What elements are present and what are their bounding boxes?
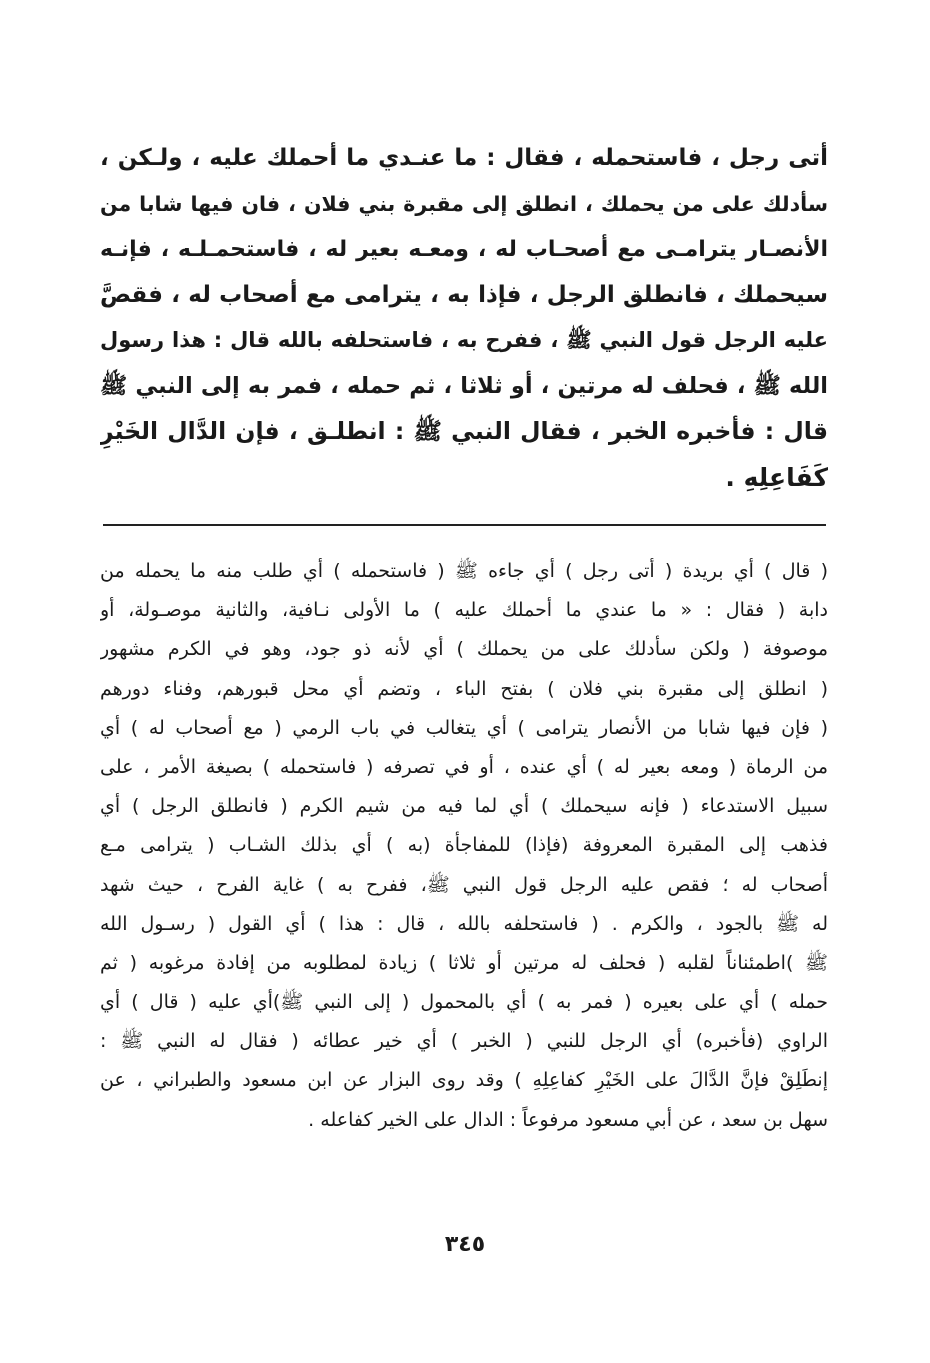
commentary-line: ( قال ) أي بريدة ( أتى رجل ) أي جاءه ﷺ ( فاستحمله ) أي طلب منه ما يحمله من [100, 560, 828, 582]
main-text-line: أتى رجل ، فاستحمله ، فقال : ما عنـدي ما أحملك عليه ، ولـكن ، [100, 145, 828, 171]
hadith-main-text [100, 136, 828, 500]
main-text-line: كَفَاعِلِهِ . [725, 462, 828, 492]
commentary-line: موصوفة ( ولكن سأدلك على من يحملك ) أي لأنه ذو جود، وهو في الكرم مشهور [100, 638, 828, 661]
page-number: ٣٤٥ [444, 1232, 486, 1257]
main-text-line: الأنصـار يترامـى مع أصحـاب له ، ومعـه بعير له ، فاستحمـلـه ، فإنـه [100, 237, 828, 262]
commentary-line: ( فإن فيها شابا من الأنصار يترامى ) أي يتغالب في باب الرمي ( مع أصحاب له ) أي [100, 716, 828, 739]
commentary-line: أصحاب له ؛ فقص عليه الرجل قول النبي ﷺ، ففرح به ) غاية الفرح ، حيث شهد [100, 873, 828, 896]
main-text-line: قال : فأخبره الخبر ، فقال النبي ﷺ : انطلـق ، فإن الدَّال الخَيْرِ [100, 417, 828, 445]
section-divider [103, 524, 826, 526]
commentary-line: فذهب إلى المقبرة المعروفة (فإذا) للمفاجأة (به ) أي بذلك الشـاب ( يترامى مـع [100, 834, 828, 857]
commentary-line: له ﷺ بالجود ، والكرم . ( فاستحلفه بالله ، قال : هذا ) أي القول ( رسـول الله [100, 912, 828, 935]
main-text-line: سيحملك ، فانطلق الرجل ، فإذا به ، يترامى مع أصحاب له ، فقصَّ [100, 281, 828, 308]
commentary-line: الراوي (فأخبره) أي الرجل للنبي ( الخبر ) أي خير عطائه ( فقال له النبي ﷺ : [100, 1030, 828, 1053]
commentary-line: من الرماة ( ومعه بعير له ) أي عنده ، أو في تصرفه ( فاستحمله ) بصيغة الأمر ، على [100, 755, 828, 778]
main-text-line: سأدلك على من يحملك ، انطلق إلى مقبرة بني فلان ، فان فيها شابا من [100, 191, 828, 216]
commentary-line: إنطَلِقْ فإنَّ الدَّالَ على الخَيْرِ كفاعِلِهِ ) وقد روى البزار عن ابن مسعود والطبراني ، عن [100, 1069, 828, 1092]
commentary-line: حمله ) أي على بعيره ( فمر به ) أي بالمحمول ( إلى النبي ﷺ)أي عليه ( قال ) أي [100, 991, 828, 1014]
commentary-line: دابة ( فقال : « ما عندي ما أحملك عليه ) ما الأولى نـافية، والثانية موصـولة، أو [100, 599, 828, 622]
commentary-line: ( انطلق إلى مقبرة بني فلان ) بفتح الباء ، وتضم أي محل قبورهم، وفناء دورهم [100, 677, 828, 700]
main-text-line: الله ﷺ ، فحلف له مرتين ، أو ثلاثا ، ثم حمله ، فمر به إلى النبي ﷺ [100, 372, 828, 399]
commentary-line: ﷺ )اطمئناناً لقلبه ( فحلف له مرتين أو ثلاثا ) زيادة لمطلوبه من إفادة مرغوبه ( ثم [100, 951, 828, 974]
commentary-text [100, 552, 828, 1140]
commentary-line: سهل بن سعد ، عن أبي مسعود مرفوعاً : الدال على الخير كفاعله . [308, 1108, 828, 1131]
main-text-line: عليه الرجل قول النبي ﷺ ، ففرح به ، فاستحلفه بالله قال : هذا رسول [100, 328, 828, 352]
commentary-line: سبيل الاستدعاء ( فإنه سيحملك ) أي لما فيه من شيم الكرم ( فانطلق الرجل ) أي [100, 795, 828, 818]
